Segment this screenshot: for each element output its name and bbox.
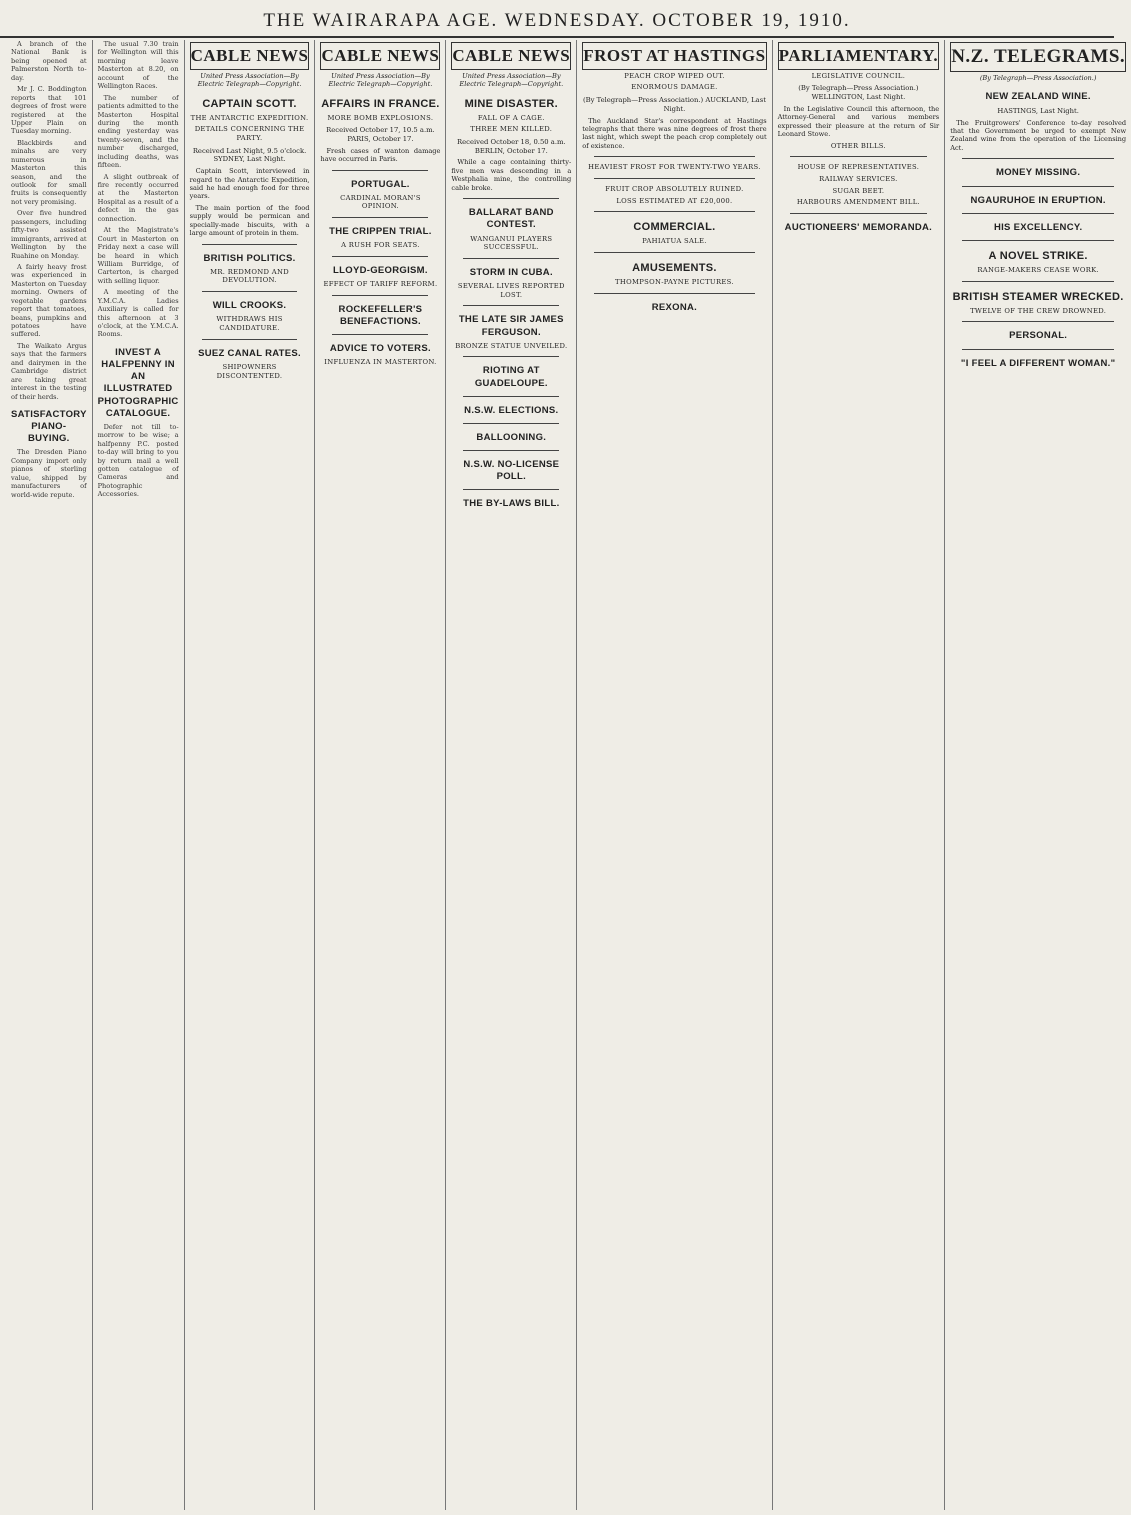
- section-heading: PERSONAL.: [1009, 330, 1068, 342]
- subheading: EFFECT OF TARIFF REFORM.: [323, 280, 438, 289]
- section-heading: THE BY-LAWS BILL.: [463, 498, 560, 510]
- subheading: MR. REDMOND AND DEVOLUTION.: [210, 267, 289, 285]
- masthead-title: THE WAIRARAPA AGE. WEDNESDAY. OCTOBER 19, 1910.: [263, 10, 851, 31]
- subheading: PAHIATUA SALE.: [642, 237, 707, 246]
- subheading: HOUSE OF REPRESENTATIVES.: [797, 163, 920, 172]
- paragraph: Captain Scott, interviewed in regard to the Antarctic Expedition, said he had enough food for three years.: [189, 167, 310, 201]
- section-heading: BALLOONING.: [476, 431, 547, 443]
- paragraph: The Dresden Piano Company import only pianos of sterling value, shipped by manufacturers of world-wide repute.: [11, 448, 87, 499]
- cable-news-banner: CABLE NEWS: [320, 42, 440, 70]
- subheading: MORE BOMB EXPLOSIONS.: [327, 113, 434, 122]
- section-heading: COMMERCIAL.: [633, 221, 716, 234]
- frost-banner: FROST AT HASTINGS: [582, 42, 766, 70]
- section-heading: THE CRIPPEN TRIAL.: [329, 226, 432, 238]
- divider: [962, 186, 1114, 187]
- paragraph: Over five hundred passengers, including fifty-two assisted immigrants, arrived at Wellington by the Ruahine on Monday.: [11, 209, 87, 260]
- paragraph: The Auckland Star's correspondent at Hastings telegraphs that there was nine degrees of frost there last night, which swept the peach crop completely out of existence.: [582, 116, 767, 150]
- divider: [463, 423, 559, 424]
- cable-news-banner: CABLE NEWS: [451, 42, 571, 70]
- dateline: Received October 17, 10.5 a.m. PARIS, October 17.: [326, 126, 435, 144]
- subheading: THE ANTARCTIC EXPEDITION.: [190, 113, 309, 122]
- section-heading: PORTUGAL.: [351, 178, 410, 190]
- section-heading: WILL CROOKS.: [212, 300, 287, 312]
- divider: [332, 256, 428, 257]
- subheading: ENORMOUS DAMAGE.: [631, 83, 718, 92]
- divider: [962, 213, 1114, 214]
- newspaper-columns: [6, 40, 1127, 1510]
- section-heading: AFFAIRS IN FRANCE.: [321, 97, 440, 110]
- divider: [594, 293, 754, 294]
- paragraph: Mr J. C. Boddington reports that 101 degrees of frost were registered at the Upper Plain on Tuesday morning.: [11, 85, 87, 136]
- subheading: LOSS ESTIMATED AT £20,000.: [616, 196, 733, 205]
- column-5: [446, 40, 577, 1510]
- section-heading: MONEY MISSING.: [996, 167, 1081, 179]
- column-7: [773, 40, 946, 1510]
- dateline: Received October 18, 0.50 a.m. BERLIN, October 17.: [457, 138, 566, 155]
- subheading: CARDINAL MORAN'S OPINION.: [340, 193, 421, 211]
- subheading: THREE MEN KILLED.: [470, 125, 553, 134]
- subheading: WITHDRAWS HIS CANDIDATURE.: [216, 315, 283, 333]
- section-heading: AMUSEMENTS.: [632, 262, 717, 275]
- cable-news-banner: CABLE NEWS: [190, 42, 310, 70]
- masthead: [0, 0, 1114, 38]
- divider: [202, 291, 298, 292]
- section-heading: LLOYD-GEORGISM.: [333, 265, 428, 277]
- byline: United Press Association—By Electric Telegraph—Copyright.: [197, 71, 302, 89]
- paragraph: A fairly heavy frost was experienced in Masterton on Tuesday morning. Owners of vegetable gardens report that tomatoes, beans, pumpkins and potatoes have suffered.: [11, 262, 87, 339]
- section-heading: NGAURUHOE IN ERUPTION.: [970, 194, 1106, 206]
- divider: [962, 240, 1114, 241]
- section-heading: RIOTING AT GUADELOUPE.: [474, 365, 548, 389]
- divider: [962, 321, 1114, 322]
- divider: [463, 489, 559, 490]
- subheading: INFLUENZA IN MASTERTON.: [324, 358, 437, 367]
- divider: [962, 349, 1114, 350]
- byline: (By Telegraph—Press Association.): [979, 74, 1097, 83]
- subheading: OTHER BILLS.: [830, 141, 886, 150]
- subheading: RANGE-MAKERS CEASE WORK.: [977, 265, 1099, 274]
- section-heading: N.S.W. ELECTIONS.: [464, 404, 559, 416]
- subheading: FALL OF A CAGE.: [477, 113, 545, 122]
- dateline: (By Telegraph—Press Association.) WELLINGTON, Last Night.: [798, 84, 919, 102]
- divider: [594, 178, 754, 179]
- divider: [463, 305, 559, 306]
- paragraph: A meeting of the Y.M.C.A. Ladies Auxiliary is called for this afternoon at 3 o'clock, at the Y.M.C.A. Rooms.: [97, 288, 179, 339]
- telegrams-banner: N.Z. TELEGRAMS.: [950, 42, 1126, 72]
- divider: [594, 156, 754, 157]
- subheading: LEGISLATIVE COUNCIL.: [811, 71, 906, 80]
- subheading: DETAILS CONCERNING THE PARTY.: [194, 125, 305, 143]
- section-heading: BALLARAT BAND CONTEST.: [468, 207, 554, 231]
- column-2: [93, 40, 185, 1510]
- column-4: [315, 40, 446, 1510]
- subheading: BRONZE STATUE UNVEILED.: [455, 341, 568, 350]
- subheading: A RUSH FOR SEATS.: [341, 241, 420, 250]
- paragraph: The main portion of the food supply would be permican and specially-made biscuits, with a large amount of protein in them.: [189, 203, 310, 238]
- divider: [790, 156, 928, 157]
- subheading: WANGANUI PLAYERS SUCCESSFUL.: [470, 234, 553, 252]
- column-6: [577, 40, 772, 1510]
- subheading: SUGAR BEET.: [832, 186, 885, 195]
- subheading: TWELVE OF THE CREW DROWNED.: [970, 306, 1107, 315]
- divider: [962, 281, 1114, 282]
- section-heading: SATISFACTORY PIANO-BUYING.: [11, 408, 87, 445]
- section-heading: CAPTAIN SCOTT.: [202, 97, 297, 110]
- subheading: SHIPOWNERS DISCONTENTED.: [216, 362, 283, 380]
- section-heading: AUCTIONEERS' MEMORANDA.: [784, 222, 933, 233]
- divider: [790, 213, 928, 214]
- divider: [463, 450, 559, 451]
- paragraph: The number of patients admitted to the Masterton Hospital during the month ending yesterday was twenty-seven, and the number discharged, including deaths, was fifteen.: [97, 93, 179, 170]
- section-heading: A NOVEL STRIKE.: [988, 249, 1088, 262]
- subheading: SEVERAL LIVES REPORTED LOST.: [457, 282, 565, 299]
- paragraph: The Waikato Argus says that the farmers and dairymen in the Cambridge district are taking great interest in the testing of their herds.: [11, 341, 87, 401]
- subheading: RAILWAY SERVICES.: [819, 174, 898, 183]
- dateline: HASTINGS, Last Night.: [997, 106, 1079, 115]
- column-3: [185, 40, 316, 1510]
- section-heading: BRITISH STEAMER WRECKED.: [952, 290, 1124, 303]
- divider: [332, 170, 428, 171]
- section-heading: THE LATE SIR JAMES FERGUSON.: [458, 314, 564, 338]
- divider: [463, 258, 559, 259]
- paragraph: Defer not till to-morrow to be wise; a halfpenny P.C. posted to-day will bring to you by return mail a well gotten catalogue of Cameras and Photographic Accessories.: [97, 422, 179, 499]
- paragraph: Fresh cases of wanton damage have occurred in Paris.: [320, 146, 441, 164]
- section-heading: ADVICE TO VOTERS.: [329, 343, 431, 355]
- dateline: (By Telegraph—Press Association.) AUCKLAND, Last Night.: [582, 96, 766, 113]
- divider: [463, 198, 559, 199]
- divider: [463, 356, 559, 357]
- paragraph: In the Legislative Council this afternoon, the Attorney-General and various members expressed their pleasure at the return of Sir Leonard Stowe.: [777, 104, 940, 139]
- divider: [463, 396, 559, 397]
- section-heading: STORM IN CUBA.: [469, 266, 553, 278]
- subheading: HEAVIEST FROST FOR TWENTY-TWO YEARS.: [588, 163, 761, 172]
- subheading: PEACH CROP WIPED OUT.: [624, 71, 725, 80]
- divider: [962, 158, 1114, 159]
- section-heading: "I FEEL A DIFFERENT WOMAN.": [960, 357, 1116, 369]
- divider: [332, 295, 428, 296]
- byline: United Press Association—By Electric Telegraph—Copyright.: [328, 71, 433, 89]
- section-heading: INVEST A HALFPENNY IN AN ILLUSTRATED PHOTOGRAPHIC CATALOGUE.: [97, 346, 179, 419]
- section-heading: NEW ZEALAND WINE.: [985, 90, 1091, 102]
- divider: [202, 244, 298, 245]
- dateline: Received Last Night, 9.5 o'clock. SYDNEY, Last Night.: [192, 146, 307, 164]
- subheading: FRUIT CROP ABSOLUTELY RUINED.: [605, 184, 744, 193]
- section-heading: MINE DISASTER.: [464, 97, 559, 110]
- divider: [202, 339, 298, 340]
- paragraph: While a cage containing thirty-five men was descending in a Westphalia mine, the controlling cable broke.: [451, 158, 572, 192]
- paragraph: Blackbirds and minahs are very numerous in Masterton this season, and the outlook for small fruits is consequently not very promising.: [11, 138, 87, 206]
- paragraph: The usual 7.30 train for Wellington will this morning leave Masterton at 8.20, on account of the Wellington Races.: [97, 40, 179, 91]
- subheading: HARBOURS AMENDMENT BILL.: [796, 198, 920, 207]
- section-heading: SUEZ CANAL RATES.: [198, 347, 301, 359]
- section-heading: REXONA.: [651, 301, 698, 313]
- subheading: THOMPSON-PAYNE PICTURES.: [615, 278, 734, 287]
- paragraph: At the Magistrate's Court in Masterton on Friday next a case will be heard in which William Burridge, of Carterton, is charged with selling liquor.: [97, 226, 179, 285]
- paragraph: A slight outbreak of fire recently occurred at the Masterton Hospital as a result of a defect in the gas connection.: [97, 172, 179, 223]
- section-heading: HIS EXCELLENCY.: [993, 221, 1083, 233]
- section-heading: N.S.W. NO-LICENSE POLL.: [463, 459, 560, 483]
- divider: [594, 252, 754, 253]
- paragraph: The Fruitgrowers' Conference to-day resolved that the Government be urged to exempt New Zealand wine from the operation of the Licensing Act.: [950, 118, 1127, 152]
- section-heading: ROCKEFELLER'S BENEFACTIONS.: [338, 303, 423, 328]
- divider: [594, 211, 754, 212]
- byline: United Press Association—By Electric Telegraph—Copyright.: [459, 71, 564, 89]
- paragraph: A branch of the National Bank is being opened at Palmerston North to-day.: [11, 40, 87, 82]
- section-heading: BRITISH POLITICS.: [203, 252, 296, 264]
- divider: [332, 217, 428, 218]
- column-8: [945, 40, 1131, 1510]
- divider: [332, 334, 428, 335]
- column-1: [6, 40, 93, 1510]
- parliamentary-banner: PARLIAMENTARY.: [778, 42, 940, 70]
